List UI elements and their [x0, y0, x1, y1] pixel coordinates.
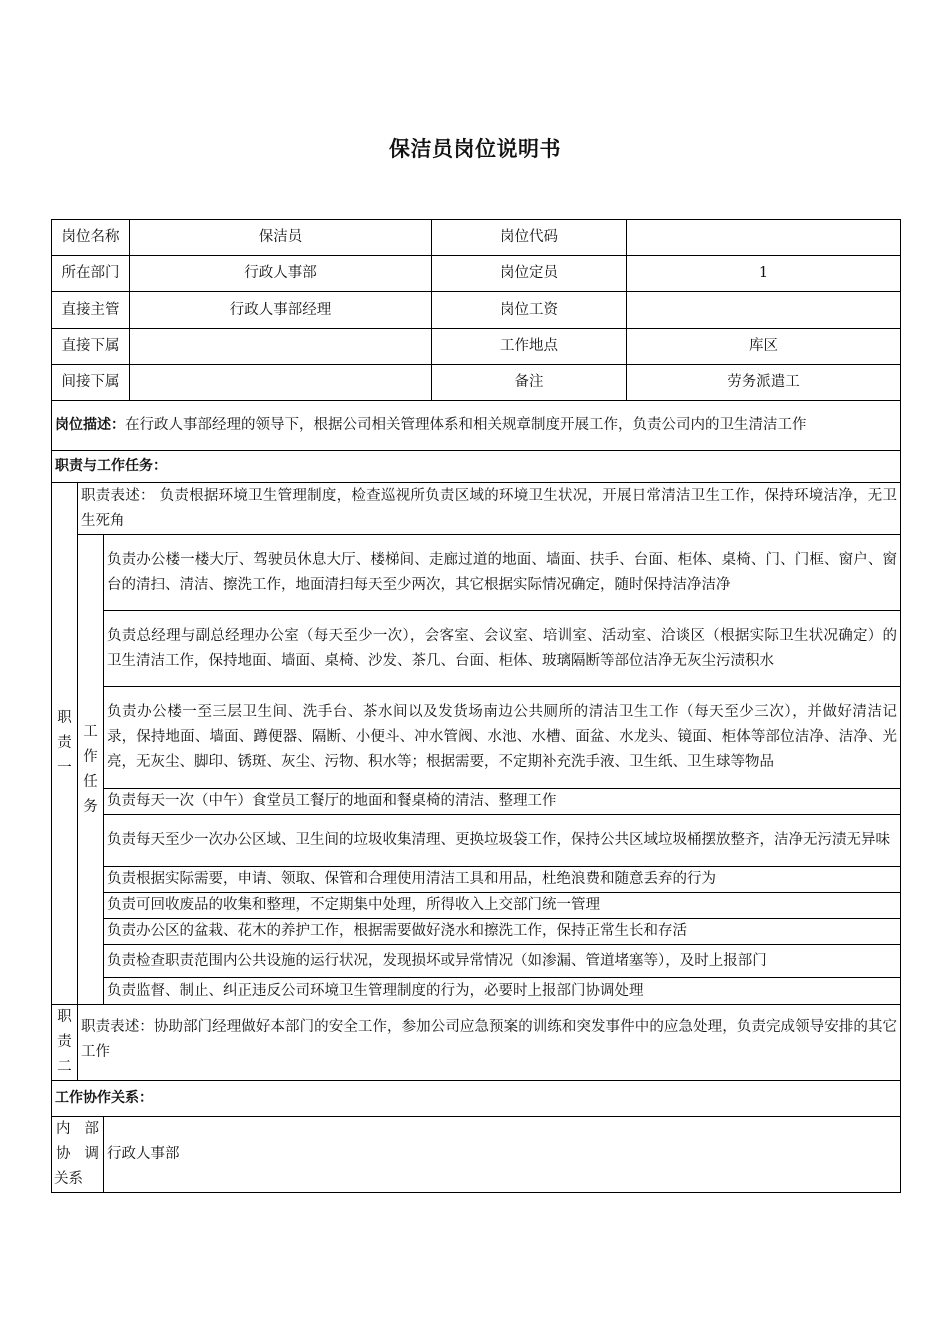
field-value	[130, 329, 432, 365]
task-row	[52, 867, 901, 893]
duties-heading-row	[52, 451, 901, 483]
table-row	[52, 365, 901, 401]
collab-heading: 工作协作关系：	[52, 1081, 901, 1117]
task-item: 负责检查职责范围内公共设施的运行状况，发现损坏或异常情况（如渗漏、管道堵塞等），及时上报部门	[104, 945, 901, 978]
field-label: 所在部门	[52, 256, 130, 292]
field-value	[627, 292, 901, 329]
task-row	[52, 893, 901, 919]
task-item: 负责每天一次（中午）食堂员工餐厅的地面和餐桌椅的清洁、整理工作	[104, 789, 901, 815]
job-description-table	[51, 219, 901, 1193]
duties-heading: 职责与工作任务：	[52, 451, 901, 483]
duty1-statement: 职责表述： 负责根据环境卫生管理制度，检查巡视所负责区域的环境卫生状况，开展日常清洁卫生工作，保持环境洁净，无卫生死角	[78, 483, 901, 535]
collab-label-char: 关系	[54, 1171, 83, 1187]
field-label: 岗位工资	[432, 292, 627, 329]
table-row	[52, 256, 901, 292]
field-value: 保洁员	[130, 220, 432, 256]
task-row	[52, 789, 901, 815]
description-text: 在行政人事部经理的领导下，根据公司相关管理体系和相关规章制度开展工作，负责公司内的卫生清洁工作	[125, 417, 807, 433]
collab-value: 行政人事部	[104, 1117, 901, 1193]
table-row	[52, 329, 901, 365]
task-row	[52, 611, 901, 687]
task-item: 负责办公楼一楼大厅、驾驶员休息大厅、楼梯间、走廊过道的地面、墙面、扶手、台面、柜体、桌椅、门、门框、窗户、窗台的清扫、清洁、擦洗工作，地面清扫每天至少两次，其它根据实际情况确定，随时保持洁净洁净	[104, 535, 901, 611]
collab-heading-row	[52, 1081, 901, 1117]
task-item: 负责办公楼一至三层卫生间、洗手台、茶水间以及发货场南边公共厕所的清洁卫生工作（每天至少三次），并做好清洁记录，保持地面、墙面、蹲便器、隔断、小便斗、冲水管阀、水池、水槽、面盆、水龙头、镜面、柜体等部位洁净、洁净、光亮，无灰尘、脚印、锈斑、灰尘、污物、积水等；根据需要，不定期补充洗手液、卫生纸、卫生球等物品	[104, 687, 901, 789]
field-value: 劳务派遣工	[627, 365, 901, 401]
field-label: 间接下属	[52, 365, 130, 401]
collab-label	[52, 1117, 104, 1193]
task-row	[52, 919, 901, 945]
field-label: 工作地点	[432, 329, 627, 365]
task-item: 负责可回收废品的收集和整理，不定期集中处理，所得收入上交部门统一管理	[104, 893, 901, 919]
field-label: 直接主管	[52, 292, 130, 329]
description-row	[52, 401, 901, 451]
field-label: 直接下属	[52, 329, 130, 365]
job-description	[52, 401, 901, 451]
duty2-statement: 职责表述：协助部门经理做好本部门的安全工作，参加公司应急预案的训练和突发事件中的应急处理，负责完成领导安排的其它工作	[78, 1005, 901, 1081]
task-item: 负责每天至少一次办公区域、卫生间的垃圾收集清理、更换垃圾袋工作，保持公共区域垃圾桶摆放整齐，洁净无污渍无异味	[104, 815, 901, 867]
collab-label-char: 内	[56, 1121, 71, 1137]
page-title: 保洁员岗位说明书	[389, 137, 561, 161]
field-value	[130, 365, 432, 401]
field-label: 岗位名称	[52, 220, 130, 256]
collab-label-char: 协	[56, 1146, 71, 1162]
task-item: 负责监督、制止、纠正违反公司环境卫生管理制度的行为，必要时上报部门协调处理	[104, 978, 901, 1005]
field-value	[627, 220, 901, 256]
task-row	[52, 945, 901, 978]
task-item: 负责办公区的盆栽、花木的养护工作，根据需要做好浇水和擦洗工作，保持正常生长和存活	[104, 919, 901, 945]
duty2-label: 职责二	[52, 1005, 78, 1081]
task-row	[52, 978, 901, 1005]
table-row	[52, 292, 901, 329]
table-row	[52, 220, 901, 256]
collab-row	[52, 1117, 901, 1193]
task-item: 负责根据实际需要，申请、领取、保管和合理使用清洁工具和用品，杜绝浪费和随意丢弃的行为	[104, 867, 901, 893]
duty1-tasks-label: 工作任务	[78, 535, 104, 1005]
field-label: 岗位定员	[432, 256, 627, 292]
description-label: 岗位描述：	[55, 417, 125, 433]
duty1-statement-row	[52, 483, 901, 535]
field-label: 岗位代码	[432, 220, 627, 256]
duty1-label: 职责一	[52, 483, 78, 1005]
field-value: 1	[627, 256, 901, 292]
collab-label-char: 调	[84, 1146, 99, 1162]
field-value: 行政人事部经理	[130, 292, 432, 329]
task-row	[52, 815, 901, 867]
task-row	[52, 535, 901, 611]
task-row	[52, 687, 901, 789]
task-item: 负责总经理与副总经理办公室（每天至少一次），会客室、会议室、培训室、活动室、洽谈区（根据实际卫生状况确定）的卫生清洁工作，保持地面、墙面、桌椅、沙发、茶几、台面、柜体、玻璃隔断等部位洁净无灰尘污渍积水	[104, 611, 901, 687]
field-value: 行政人事部	[130, 256, 432, 292]
field-label: 备注	[432, 365, 627, 401]
collab-label-char: 部	[84, 1121, 99, 1137]
duty2-row	[52, 1005, 901, 1081]
field-value: 库区	[627, 329, 901, 365]
